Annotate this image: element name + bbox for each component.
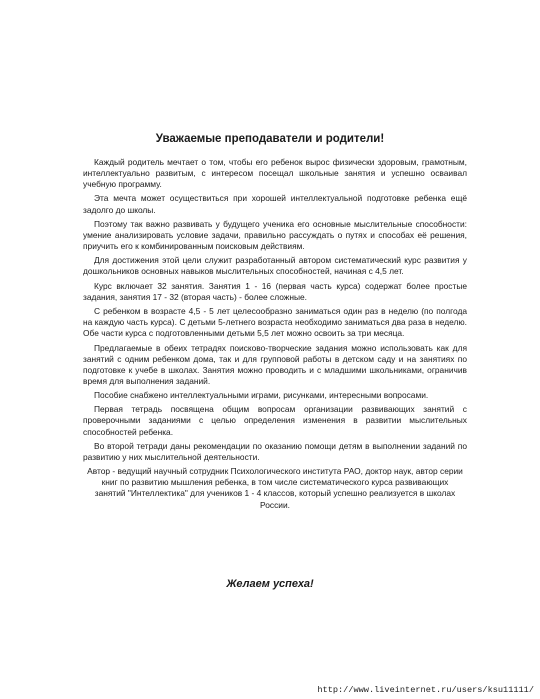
paragraph: Предлагаемые в обеих тетрадях поисково-творческие задания можно использовать как для занятий с одним ребенком дома, так и для групповой работы в детском саду и на занятиях по подготовке к учебе в школах. Занятия можно проводить и с младшими школьниками, ограничив время для выполнения заданий. xyxy=(83,342,467,386)
paragraph: Пособие снабжено интеллектуальными играми, рисунками, интересными вопросами. xyxy=(94,390,429,401)
closing-text: Желаем успеха! xyxy=(226,578,314,590)
paragraph: Курс включает 32 занятия. Занятия 1 - 16 (первая часть курса) содержат более простые задания, занятия 17 - 32 (вторая часть) - более сложные. xyxy=(83,280,467,302)
author-note: Автор - ведущий научный сотрудник Психологического института РАО, доктор наук, автор серии книг по развитию мышления ребенка, в том числе систематического курса развивающих занятий "Интеллектика" для учеников 1 - 4 классов, который успешно реализуется в школах России. xyxy=(87,466,463,510)
paragraph: Первая тетрадь посвящена общим вопросам организации развивающих занятий с проверочными заданиями с целью определения изменения в развитии мыслительных способностей ребенка. xyxy=(83,404,467,437)
paragraph: Поэтому так важно развивать у будущего ученика его основные мыслительные способности: умение анализировать условие задачи, правильно рассуждать о путях и способах её решения, приучить его к комбинированным поисковым действиям. xyxy=(83,218,467,252)
body-text xyxy=(83,157,467,514)
paragraph: Для достижения этой цели служит разработанный автором систематический курс развития у дошкольников основных навыков мыслительных способностей, начиная с 4,5 лет. xyxy=(83,255,467,277)
page-title: Уважаемые преподаватели и родители! xyxy=(155,133,385,145)
paragraph: Во второй тетради даны рекомендации по оказанию помощи детям в выполнении заданий по развитию у них мыслительной деятельности. xyxy=(83,440,467,462)
watermark-url[interactable]: http://www.liveinternet.ru/users/ksu11111/ xyxy=(317,685,534,695)
paragraph: Каждый родитель мечтает о том, чтобы его ребенок вырос физически здоровым, грамотным, интеллектуально развитым, с интересом посещал школьные занятия и успешно осваивал учебную программу. xyxy=(83,157,467,190)
paragraph: С ребенком в возрасте 4,5 - 5 лет целесообразно заниматься один раз в неделю (по полгода на каждую часть курса). С детьми 5-летнего возраста необходимо заниматься два раза в неделю. Обе части курса с подготовленными детьми 5,5 лет можно освоить за три месяца. xyxy=(83,306,467,339)
paragraph: Эта мечта может осуществиться при хорошей интеллектуальной подготовке ребенка ещё задолго до школы. xyxy=(83,193,467,215)
